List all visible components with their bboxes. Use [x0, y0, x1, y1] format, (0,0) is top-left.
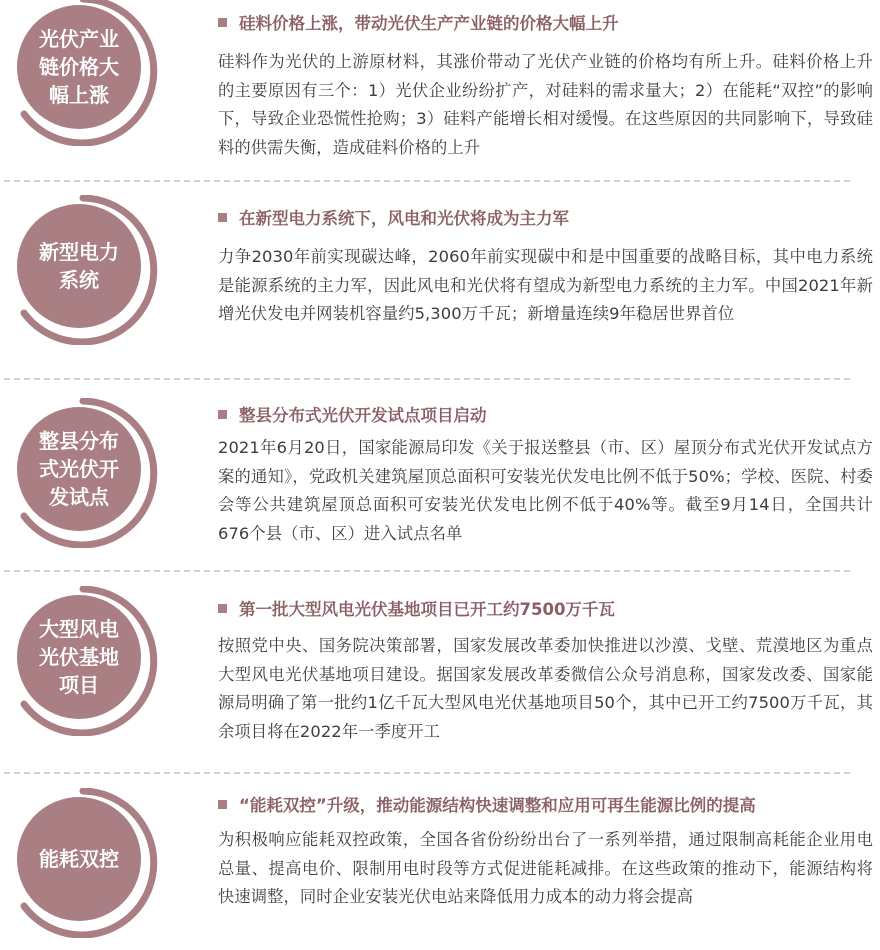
- badge-circle: [17, 797, 141, 921]
- square-bullet-icon: [218, 800, 227, 809]
- badge-text: 光伏产业 链价格大 幅上涨: [39, 27, 119, 107]
- section-heading-text: 整县分布式光伏开发试点项目启动: [239, 406, 487, 425]
- section-heading: [218, 596, 615, 620]
- section-body: 硅料作为光伏的上游原材料，其涨价带动了光伏产业链的价格均有所上升。硅料价格上升的主要原因有三个：1）光伏企业纷纷扩产，对硅料的需求量大；2）在能耗“双控”的影响下，导致企业恐慌性抢购；3）硅料产能增长相对缓慢。在这些原因的共同影响下，导致硅料的供需失衡，造成硅料价格的上升: [218, 52, 873, 157]
- badge-circle: [17, 595, 141, 719]
- badge: [8, 195, 158, 345]
- badge-circle: [17, 204, 141, 328]
- section-heading-text: 硅料价格上涨，带动光伏生产产业链的价格大幅上升: [239, 14, 619, 33]
- badge: [8, 0, 158, 146]
- section-body: 按照党中央、国务院决策部署，国家发展改革委加快推进以沙漠、戈壁、荒漠地区为重点大型风电光伏基地项目建设。据国家发展改革委微信公众号消息称，国家发改委、国家能源局明确了第一批约1亿千瓦大型风电光伏基地项目50个，其中已开工约7500万千瓦，其余项目将在2022年一季度开工: [218, 636, 873, 741]
- section-heading: [218, 402, 487, 426]
- square-bullet-icon: [218, 410, 227, 419]
- badge-text: 新型电力 系统: [39, 240, 119, 292]
- section-body: 2021年6月20日，国家能源局印发《关于报送整县（市、区）屋顶分布式光伏开发试点方案的通知》，党政机关建筑屋顶总面积可安装光伏发电比例不低于50%；学校、医院、村委会等公共建筑屋顶总面积可安装光伏发电比例不低于40%等。截至9月14日，全国共计676个县（市、区）进入试点名单: [218, 438, 873, 543]
- section-heading: [218, 10, 619, 34]
- badge: [8, 586, 158, 736]
- section-heading-text: “能耗双控”升级，推动能源结构快速调整和应用可再生能源比例的提高: [239, 796, 756, 815]
- badge-text: 大型风电 光伏基地 项目: [39, 617, 119, 697]
- section-heading: [218, 205, 569, 229]
- section-heading: [218, 792, 756, 816]
- badge-text: 整县分布 式光伏开 发试点: [39, 429, 119, 509]
- section-divider: [4, 772, 850, 774]
- section-heading-text: 在新型电力系统下，风电和光伏将成为主力军: [239, 209, 569, 228]
- section-divider: [4, 570, 850, 572]
- section-divider: [4, 378, 850, 380]
- badge-circle: [17, 5, 141, 129]
- section-body: 为积极响应能耗双控政策，全国各省份纷纷出台了一系列举措，通过限制高耗能企业用电总量、提高电价、限制用电时段等方式促进能耗减排。在这些政策的推动下，能源结构将快速调整，同时企业安装光伏电站来降低用力成本的动力将会提高: [218, 830, 873, 906]
- square-bullet-icon: [218, 604, 227, 613]
- badge: [8, 788, 158, 938]
- square-bullet-icon: [218, 213, 227, 222]
- square-bullet-icon: [218, 18, 227, 27]
- badge-text: 能耗双控: [39, 847, 119, 871]
- section-heading-text: 第一批大型风电光伏基地项目已开工约7500万千瓦: [239, 600, 615, 619]
- badge-circle: [17, 407, 141, 531]
- section-divider: [4, 180, 850, 182]
- section-body: 力争2030年前实现碳达峰，2060年前实现碳中和是中国重要的战略目标，其中电力系统是能源系统的主力军，因此风电和光伏将有望成为新型电力系统的主力军。中国2021年新增光伏发电并网装机容量约5,300万千瓦；新增量连续9年稳居世界首位: [218, 247, 873, 323]
- badge: [8, 398, 158, 548]
